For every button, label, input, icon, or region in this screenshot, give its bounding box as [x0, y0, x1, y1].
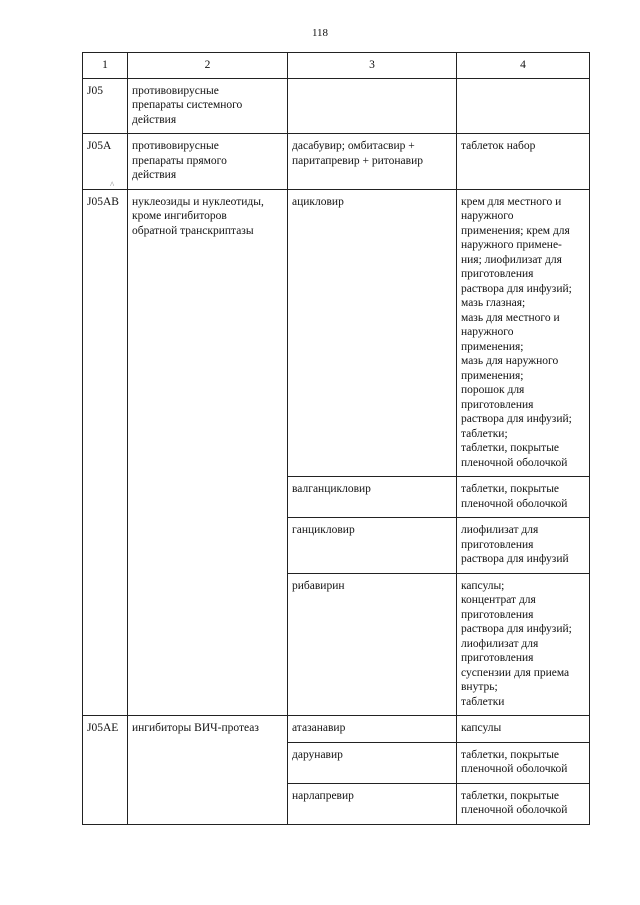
dosage-form-line: наружного — [461, 326, 514, 338]
drug-name-cell — [288, 134, 457, 190]
group-name-line: действия — [132, 169, 177, 181]
dosage-form-line: таблетки, покрытые — [461, 483, 560, 495]
dosage-form-line: пленочной оболочкой — [461, 456, 568, 469]
dosage-form-cell — [457, 189, 590, 477]
group-name-line: противовирусные — [132, 140, 219, 152]
dosage-form-cell — [457, 573, 590, 716]
group-name-cell — [128, 716, 288, 825]
page-number: 118 — [311, 27, 329, 39]
drug-name-cell — [288, 742, 457, 783]
drug-name-cell — [288, 189, 457, 477]
drug-name-cell — [288, 716, 457, 743]
drug-name-line: атазанавир — [292, 722, 346, 734]
table-row — [83, 134, 590, 190]
dosage-form-line: таблеток набор — [461, 140, 536, 152]
dosage-form-line: применения; крем для — [461, 224, 570, 237]
header-cell-2: 2 — [128, 53, 288, 79]
table-row — [83, 189, 590, 477]
drug-name-cell — [288, 477, 457, 518]
dosage-form-line: приготовления — [461, 608, 534, 621]
table-row — [83, 78, 590, 134]
header-row — [83, 53, 590, 79]
group-name-line: препараты прямого — [132, 154, 227, 167]
dosage-form-cell — [457, 134, 590, 190]
dosage-form-line: пленочной оболочкой — [461, 497, 568, 510]
dosage-form-cell — [457, 783, 590, 824]
drug-name-line: дасабувир; омбитасвир + — [292, 140, 415, 152]
drug-name-line: нарлапревир — [292, 789, 354, 802]
dosage-form-line: раствора для инфузий; — [461, 282, 572, 295]
drug-name-line: дарунавир — [292, 748, 343, 761]
dosage-form-line: мазь глазная; — [461, 297, 526, 309]
dosage-form-line: наружного — [461, 210, 514, 222]
dosage-form-cell — [457, 477, 590, 518]
header-cell-3: 3 — [288, 53, 457, 79]
table-body — [83, 53, 590, 825]
dosage-form-cell — [457, 518, 590, 574]
drug-table — [82, 52, 590, 825]
atc-code-cell: J05 — [83, 78, 128, 134]
drug-name-line: паритапревир + ритонавир — [292, 154, 423, 167]
drug-name-cell — [288, 783, 457, 824]
dosage-form-line: наружного примене- — [461, 239, 562, 251]
dosage-form-line: таблетки, покрытые — [461, 789, 560, 802]
dosage-form-line: приготовления — [461, 538, 534, 551]
group-name-line: кроме ингибиторов — [132, 210, 227, 222]
dosage-form-line: порошок для — [461, 384, 525, 396]
drug-name-line: ганцикловир — [292, 524, 355, 536]
group-name-line: противовирусные — [132, 84, 219, 97]
group-name-line: нуклеозиды и нуклеотиды, — [132, 195, 264, 208]
dosage-form-line: суспензии для приема — [461, 666, 570, 679]
table-row — [83, 716, 590, 743]
dosage-form-cell — [457, 742, 590, 783]
dosage-form-line: приготовления — [461, 652, 534, 664]
group-name-cell — [128, 189, 288, 716]
drug-name-line: ацикловир — [292, 195, 344, 208]
atc-code-cell: J05AB — [83, 189, 128, 716]
dosage-form-line: раствора для инфузий — [461, 553, 569, 565]
group-name-cell — [128, 134, 288, 190]
dosage-form-cell — [457, 716, 590, 743]
dosage-form-line: раствора для инфузий; — [461, 413, 572, 425]
dosage-form-line: капсулы; — [461, 579, 505, 592]
dosage-form-line: применения; — [461, 340, 524, 353]
group-name-line: обратной транскриптазы — [132, 224, 254, 237]
dosage-form-line: лиофилизат для — [461, 637, 539, 650]
dosage-form-line: внутрь; — [461, 681, 498, 693]
dosage-form-line: капсулы — [461, 722, 502, 734]
dosage-form-line: таблетки, покрытые — [461, 442, 560, 454]
dosage-form-line: пленочной оболочкой — [461, 804, 568, 816]
atc-code-cell: J05A — [83, 134, 128, 190]
header-cell-1: 1 — [83, 53, 128, 79]
dosage-form-line: мазь для наружного — [461, 355, 559, 367]
drug-name-cell — [288, 518, 457, 574]
dosage-form-line: мазь для местного и — [461, 311, 560, 324]
atc-code-cell: J05AE — [83, 716, 128, 825]
dosage-form-line: таблетки — [461, 695, 505, 708]
dosage-form-line: ния; лиофилизат для — [461, 253, 562, 266]
group-name-cell — [128, 78, 288, 134]
dosage-form-line: приготовления — [461, 268, 534, 280]
group-name-line: ингибиторы ВИЧ-протеаз — [132, 722, 259, 734]
drug-name-cell — [288, 573, 457, 716]
scan-speck: ^ — [110, 180, 115, 190]
dosage-form-line: лиофилизат для — [461, 524, 539, 536]
dosage-form-line: таблетки; — [461, 427, 508, 440]
drug-name-cell — [288, 78, 457, 134]
group-name-line: препараты системного — [132, 99, 243, 111]
drug-name-line: рибавирин — [292, 579, 345, 592]
dosage-form-cell — [457, 78, 590, 134]
dosage-form-line: применения; — [461, 369, 524, 382]
dosage-form-line: раствора для инфузий; — [461, 623, 572, 635]
dosage-form-line: пленочной оболочкой — [461, 763, 568, 775]
dosage-form-line: крем для местного и — [461, 195, 562, 208]
dosage-form-line: концентрат для — [461, 594, 536, 606]
header-cell-4: 4 — [457, 53, 590, 79]
drug-name-line: валганцикловир — [292, 483, 371, 495]
dosage-form-line: таблетки, покрытые — [461, 748, 560, 761]
group-name-line: действия — [132, 113, 177, 126]
dosage-form-line: приготовления — [461, 398, 534, 411]
